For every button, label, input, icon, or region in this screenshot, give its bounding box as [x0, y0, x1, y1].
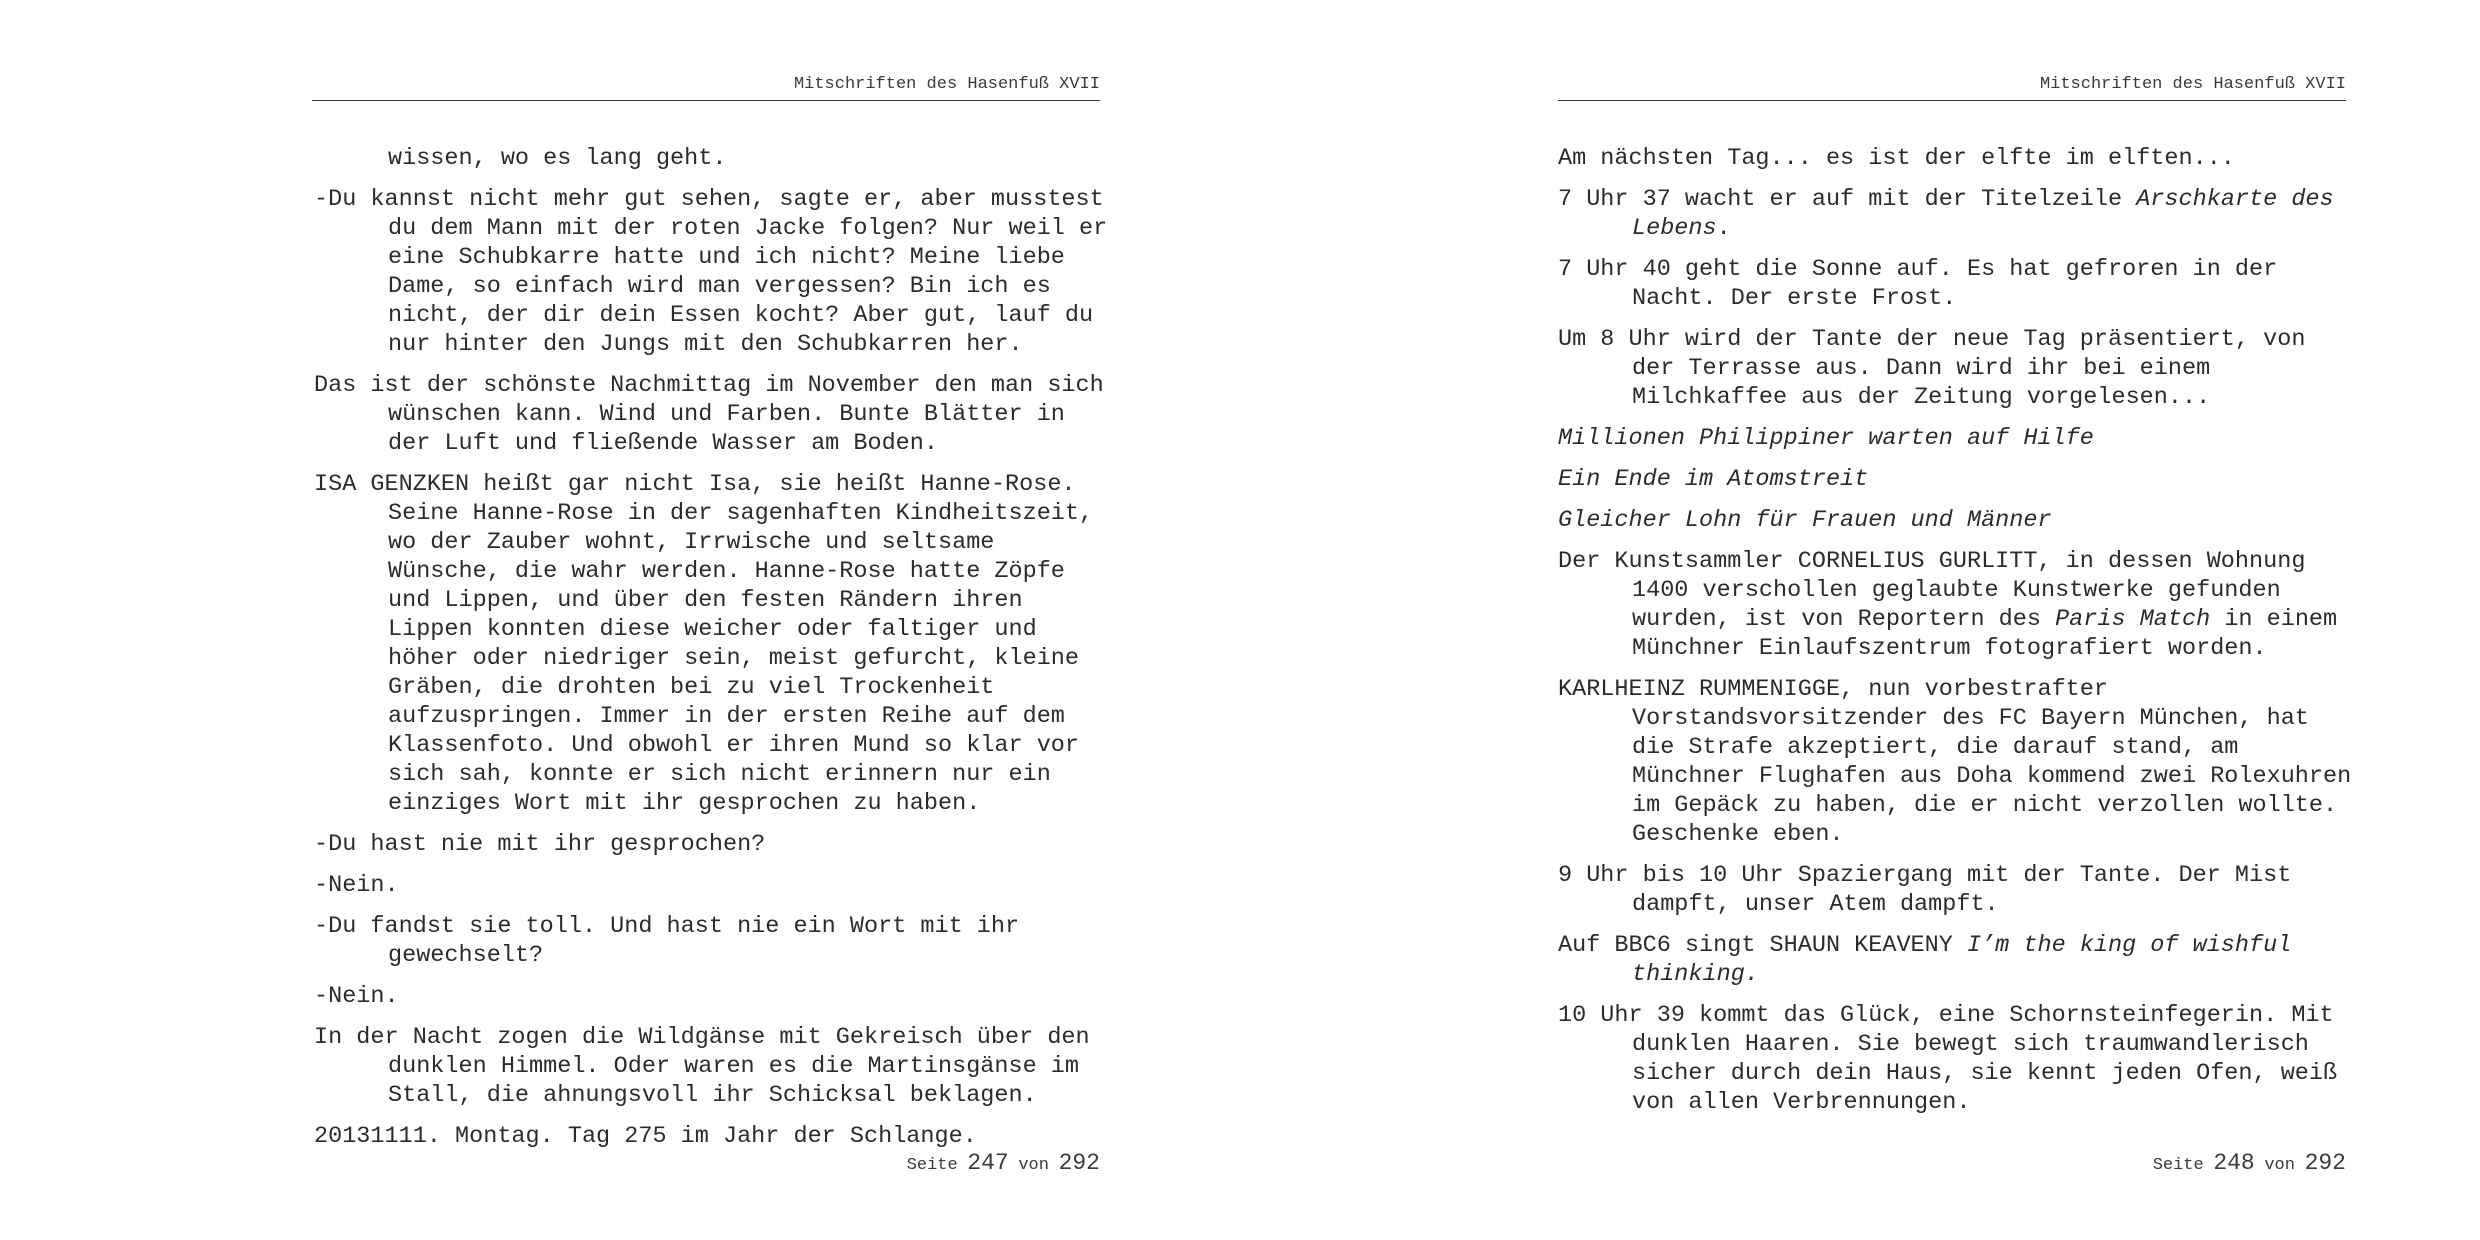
paragraph: -Du kannst nicht mehr gut sehen, sagte er, aber musstest du dem Mann mit der roten Jacke folgen? Nur weil er eine Schubkarre hatte und ich nicht? Meine liebe Dame, so einfach wird man vergessen? Bin ich es nicht, der dir dein Essen kocht? Aber gut, lauf du nur hinter den Jungs mit den Schubkarren her. — [314, 186, 1108, 358]
paragraph: wissen, wo es lang geht. — [388, 145, 727, 172]
headline: Millionen Philippiner warten auf Hilfe — [1558, 425, 2094, 452]
paragraph: In der Nacht zogen die Wildgänse mit Gekreisch über den dunklen Himmel. Oder waren es die Martinsgänse im Stall, die ahnungsvoll ihr Schicksal beklagen. — [314, 1024, 1090, 1109]
paragraph: 9 Uhr bis 10 Uhr Spaziergang mit der Tante. Der Mist dampft, unser Atem dampft. — [1558, 862, 2292, 918]
paragraph: 7 Uhr 37 wacht er auf mit der Titelzeile Arschkarte des Lebens. — [1558, 186, 2334, 242]
paragraph: ISA GENZKEN heißt gar nicht Isa, sie heißt Hanne-Rose. Seine Hanne-Rose in der sagenhaften Kindheitszeit, wo der Zauber wohnt, Irrwische und seltsame Wünsche, die wahr werden. Hanne-Rose hatte Zöpfe und Lippen, und über den festen Rändern ihren Lippen konnten diese weicher oder faltiger und höher oder niedriger sein, meist gefurcht, kleine Gräben, die drohten bei zu viel Trockenheit aufzuspringen. Immer in der ersten Reihe auf dem Klassenfoto. Und obwohl er ihren Mund so klar vor sich sah, konnte er sich nicht erinnern nur ein einziges Wort mit ihr gesprochen zu haben. — [314, 471, 1094, 817]
page-label: Seite — [906, 1156, 958, 1175]
running-head: Mitschriften des Hasenfuß XVII — [312, 75, 1100, 101]
page-number: 247 — [967, 1150, 1009, 1176]
page-label: Seite — [2152, 1156, 2204, 1175]
paragraph: 7 Uhr 40 geht die Sonne auf. Es hat gefroren in der Nacht. Der erste Frost. — [1558, 256, 2278, 312]
paragraph: Um 8 Uhr wird der Tante der neue Tag präsentiert, von der Terrasse aus. Dann wird ihr bei einem Milchkaffee aus der Zeitung vorgelesen... — [1558, 326, 2306, 411]
paragraph: -Du hast nie mit ihr gesprochen? — [314, 831, 766, 858]
page-footer — [312, 1150, 1100, 1176]
page-total: 292 — [2304, 1150, 2346, 1176]
paragraph: Am nächsten Tag... es ist der elfte im elften... — [1558, 145, 2235, 172]
paragraph: Der Kunstsammler CORNELIUS GURLITT, in dessen Wohnung 1400 verschollen geglaubte Kunstwerke gefunden wurden, ist von Reportern des Paris Match in einem Münchner Einlaufszentrum fotografiert worden. — [1558, 548, 2338, 662]
of-label: von — [1018, 1156, 1049, 1175]
paragraph: 10 Uhr 39 kommt das Glück, eine Schornsteinfegerin. Mit dunklen Haaren. Sie bewegt sich traumwandlerisch sicher durch dein Haus, sie kennt jeden Ofen, weiß von allen Verbrennungen. — [1558, 1002, 2338, 1116]
paragraph: Das ist der schönste Nachmittag im November den man sich wünschen kann. Wind und Farben. Bunte Blätter in der Luft und fließende Wasser am Boden. — [314, 372, 1104, 457]
of-label: von — [2264, 1156, 2295, 1175]
paragraph: Auf BBC6 singt SHAUN KEAVENY I’m the king of wishful thinking. — [1558, 932, 2292, 988]
italic-title: Paris Match — [2055, 606, 2211, 633]
date-line: 20131111. Montag. Tag 275 im Jahr der Schlange. — [314, 1123, 977, 1150]
page-body — [1558, 144, 2358, 1129]
running-head: Mitschriften des Hasenfuß XVII — [1558, 75, 2346, 101]
right-page — [1240, 0, 2480, 1240]
page-total: 292 — [1058, 1150, 1100, 1176]
paragraph: -Du fandst sie toll. Und hast nie ein Wort mit ihr gewechselt? — [314, 913, 1020, 969]
paragraph: -Nein. — [314, 983, 399, 1010]
page-body — [314, 144, 1114, 1163]
headline: Gleicher Lohn für Frauen und Männer — [1558, 507, 2052, 534]
italic-title: I’m the king of wishful thinking. — [1632, 932, 2292, 988]
italic-title: Arschkarte des Lebens — [1632, 186, 2334, 242]
headline: Ein Ende im Atomstreit — [1558, 466, 1869, 493]
paragraph: -Nein. — [314, 872, 399, 899]
page-footer — [1558, 1150, 2346, 1176]
page-number: 248 — [2213, 1150, 2255, 1176]
paragraph: KARLHEINZ RUMMENIGGE, nun vorbestrafter Vorstandsvorsitzender des FC Bayern München, hat die Strafe akzeptiert, die darauf stand, am Münchner Flughafen aus Doha kommend zwei Rolexuhren im Gepäck zu haben, die er nicht verzollen wollte. Geschenke eben. — [1558, 676, 2352, 848]
